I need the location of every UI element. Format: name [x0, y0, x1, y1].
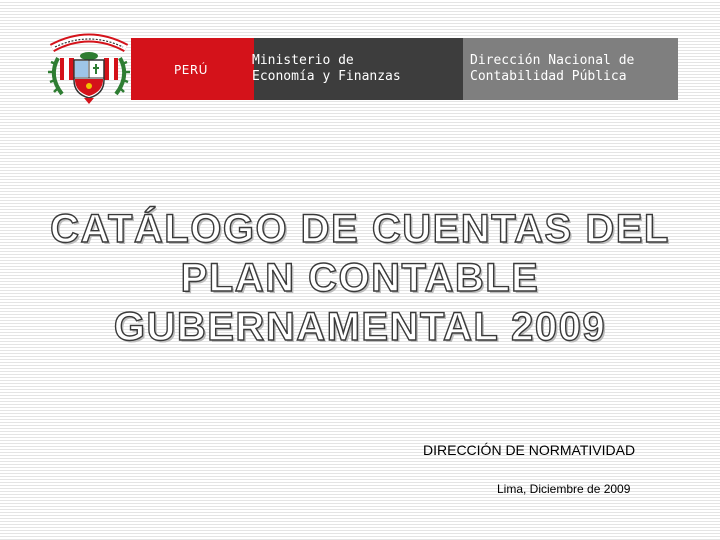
- place-date-label: Lima, Diciembre de 2009: [497, 482, 631, 496]
- ministry-label: Ministerio de Economía y Finanzas: [252, 53, 401, 84]
- country-label: PERÚ: [174, 63, 208, 77]
- department-label: DIRECCIÓN DE NORMATIVIDAD: [423, 442, 636, 458]
- title-line-1: CATÁLOGO DE CUENTAS DEL: [50, 207, 670, 251]
- title-line-3: GUBERNAMENTAL 2009: [113, 305, 607, 349]
- peru-coat-of-arms-icon: [44, 28, 134, 104]
- directorate-label: Dirección Nacional de Contabilidad Pública: [470, 53, 635, 84]
- slide-title: [0, 205, 720, 352]
- peru-block: [131, 38, 254, 100]
- title-line-2: PLAN CONTABLE: [180, 256, 540, 300]
- directorate-block: [463, 38, 678, 100]
- ministry-block: [254, 38, 463, 100]
- header-banner: [131, 38, 678, 100]
